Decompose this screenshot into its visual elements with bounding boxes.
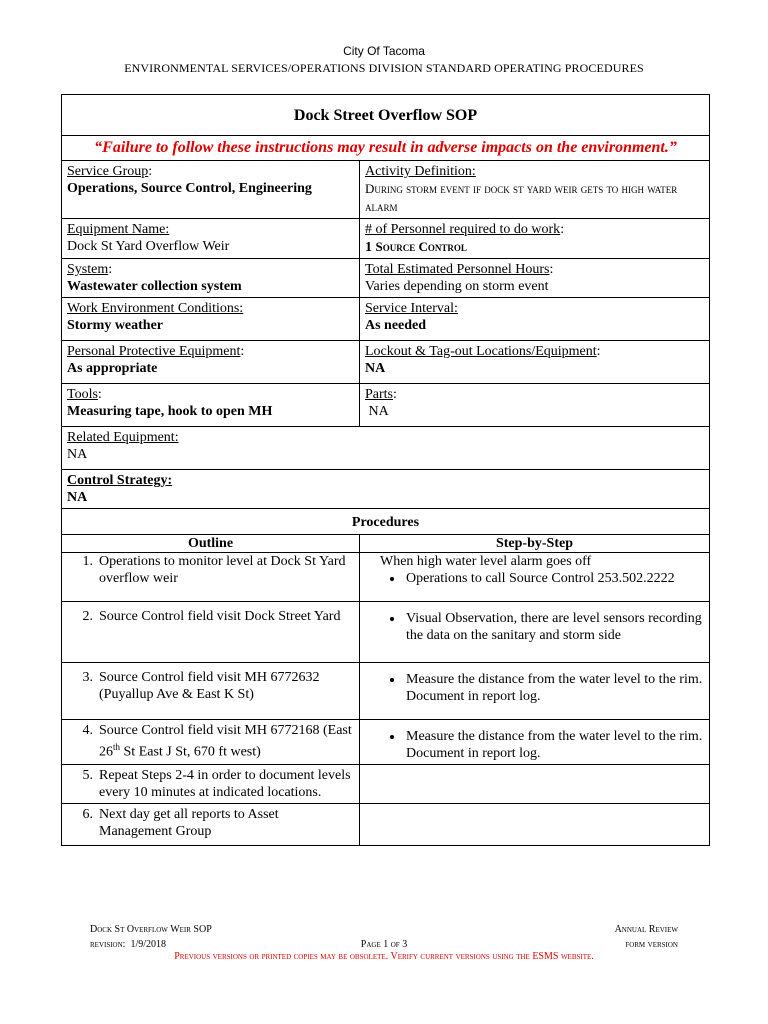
control-label: Control Strategy: xyxy=(67,473,173,488)
doc-title: Dock Street Overflow SOP xyxy=(62,95,710,136)
footer-form-version: form version xyxy=(625,939,678,950)
ppe-value: As appropriate xyxy=(67,361,158,376)
procedures-heading: Procedures xyxy=(62,509,710,535)
footer-doc-name: Dock St Overflow Weir SOP xyxy=(90,924,212,935)
outline-cell-6 xyxy=(62,804,360,846)
outline-item xyxy=(67,608,354,625)
step-bullets xyxy=(360,610,704,644)
footer-disclaimer xyxy=(0,951,768,962)
step-bullet: • Operations to call Source Control 253.502.2222 xyxy=(404,570,704,587)
division-heading: ENVIRONMENTAL SERVICES/OPERATIONS DIVISION STANDARD OPERATING PROCEDURES xyxy=(124,61,644,75)
tools-label: Tools xyxy=(67,387,98,402)
esms-text: ESMS xyxy=(532,951,559,962)
footer-review: Annual Review xyxy=(614,924,678,935)
outline-text: Next day get all reports to Asset Management Group xyxy=(99,807,279,839)
step-cell-2 xyxy=(360,602,710,663)
related-label: Related Equipment: xyxy=(67,430,179,445)
outline-number: 1. xyxy=(82,554,93,569)
outline-number: 4. xyxy=(82,723,93,738)
org-name: City Of Tacoma xyxy=(343,44,425,58)
footer-page: Page 1 of 3 xyxy=(360,939,408,950)
parts-label: Parts xyxy=(365,387,393,402)
step-cell-3 xyxy=(360,663,710,720)
outline-number: 3. xyxy=(82,670,93,685)
outline-text: Operations to monitor level at Dock St Yard overflow weir xyxy=(99,554,346,586)
outline-cell-4 xyxy=(62,720,360,765)
outline-text: Source Control field visit Dock Street Yard xyxy=(99,609,341,624)
outline-item xyxy=(67,722,354,761)
service-group-value: Operations, Source Control, Engineering xyxy=(67,181,312,196)
parts-cell: Parts: NA xyxy=(360,384,710,427)
outline-item xyxy=(67,553,354,587)
revision-date: 1/9/2018 xyxy=(130,939,167,950)
step-bullet: • Measure the distance from the water level to the rim. Document in report log. xyxy=(404,671,704,705)
work-env-cell xyxy=(62,298,360,341)
step-bullets xyxy=(380,570,704,587)
tools-value: Measuring tape, hook to open MH xyxy=(67,404,273,419)
work-env-label: Work Environment Conditions: xyxy=(67,301,244,316)
parts-value: NA xyxy=(368,404,389,419)
interval-value: As needed xyxy=(365,318,427,333)
tools-cell: Tools: Measuring tape, hook to open MH xyxy=(62,384,360,427)
step-bullets xyxy=(360,671,704,705)
lockout-label: Lockout & Tag-out Locations/Equipment xyxy=(365,344,597,359)
outline-number: 2. xyxy=(82,609,93,624)
ordinal-suffix: th xyxy=(113,742,121,752)
control-cell xyxy=(62,470,710,509)
service-group-label: Service Group xyxy=(67,164,149,179)
personnel-cell: # of Personnel required to do work: 1 Source Control xyxy=(360,219,710,259)
revision-label: revision: xyxy=(90,939,126,950)
activity-cell xyxy=(360,161,710,219)
outline-number: 6. xyxy=(82,807,93,822)
lockout-cell: Lockout & Tag-out Locations/Equipment: NA xyxy=(360,341,710,384)
service-group-cell: Service Group: Operations, Source Control, Engineering xyxy=(62,161,360,219)
outline-item xyxy=(67,767,354,801)
personnel-count: 1 xyxy=(365,240,372,255)
step-cell-6 xyxy=(360,804,710,846)
outline-item xyxy=(67,669,354,703)
outline-text: Repeat Steps 2-4 in order to document levels every 10 minutes at indicated locations. xyxy=(99,768,351,800)
outline-cell-2 xyxy=(62,602,360,663)
outline-number: 5. xyxy=(82,768,93,783)
steps-header: Step-by-Step xyxy=(360,535,710,553)
outline-text-part: St East J St, 670 ft west) xyxy=(120,744,261,760)
step-bullet: • Measure the distance from the water level to the rim. Document in report log. xyxy=(404,728,704,762)
related-cell xyxy=(62,427,710,470)
personnel-value: Source Control xyxy=(375,239,467,254)
outline-item xyxy=(67,806,354,840)
outline-text-part: Source Control field visit MH 6772168 (East 26 xyxy=(99,723,352,760)
outline-header: Outline xyxy=(62,535,360,553)
step-cell-1 xyxy=(360,553,710,602)
personnel-label: # of Personnel required to do work xyxy=(365,222,561,237)
sop-table xyxy=(61,94,710,846)
step-cell-4 xyxy=(360,720,710,765)
disclaimer-text: Previous versions or printed copies may be obsolete. Verify current versions using the xyxy=(174,951,533,962)
outline-cell-1 xyxy=(62,553,360,602)
disclaimer-text-end: website. xyxy=(558,951,594,962)
hours-value: Varies depending on storm event xyxy=(365,279,549,294)
outline-cell-3 xyxy=(62,663,360,720)
step-bullet: • Visual Observation, there are level sensors recording the data on the sanitary and storm side xyxy=(404,610,704,644)
system-label: System xyxy=(67,262,109,277)
outline-cell-5 xyxy=(62,765,360,804)
step-bullets xyxy=(360,728,704,762)
system-value: Wastewater collection system xyxy=(67,279,242,294)
control-value: NA xyxy=(67,490,88,505)
activity-value: During storm event if dock st yard weir gets to high water alarm xyxy=(365,181,678,214)
hours-cell: Total Estimated Personnel Hours: Varies depending on storm event xyxy=(360,259,710,298)
ppe-label: Personal Protective Equipment xyxy=(67,344,241,359)
equipment-value: Dock St Yard Overflow Weir xyxy=(67,239,230,254)
outline-text xyxy=(99,722,354,761)
warning-text: “Failure to follow these instructions may result in adverse impacts on the environment.” xyxy=(62,136,710,161)
related-value: NA xyxy=(67,447,88,462)
step-cell-5 xyxy=(360,765,710,804)
interval-label: Service Interval: xyxy=(365,301,458,316)
ppe-cell: Personal Protective Equipment: As appropriate xyxy=(62,341,360,384)
system-cell: System: Wastewater collection system xyxy=(62,259,360,298)
activity-label: Activity Definition: xyxy=(365,164,476,179)
step-intro: When high water level alarm goes off xyxy=(380,554,592,569)
work-env-value: Stormy weather xyxy=(67,318,164,333)
equipment-label: Equipment Name: xyxy=(67,222,170,237)
interval-cell xyxy=(360,298,710,341)
outline-text: Source Control field visit MH 6772632 (Puyallup Ave & East K St) xyxy=(99,670,320,702)
lockout-value: NA xyxy=(365,361,386,376)
hours-label: Total Estimated Personnel Hours xyxy=(365,262,550,277)
equipment-cell xyxy=(62,219,360,259)
